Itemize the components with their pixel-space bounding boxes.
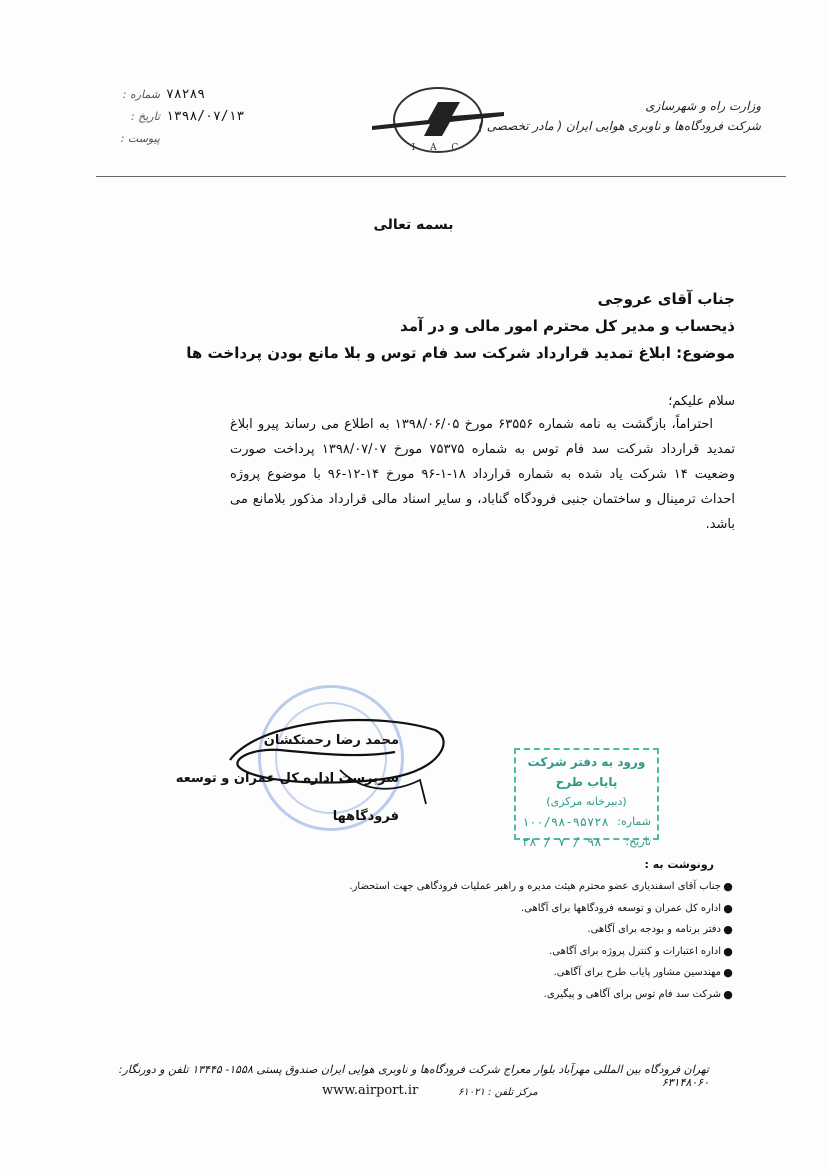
list-item bbox=[315, 898, 735, 920]
recipient: جناب آقای عروجی bbox=[597, 290, 735, 308]
cc-item: مهندسین مشاور پایاب طرح برای آگاهی. bbox=[553, 967, 721, 978]
cc-item: دفتر برنامه و بودجه برای آگاهی. bbox=[587, 924, 721, 935]
greeting: سلام علیکم؛ bbox=[668, 394, 735, 409]
letter-meta bbox=[118, 84, 278, 150]
stamp-number-row bbox=[516, 812, 657, 832]
letter-date: ۱۳۹۸/۰۷/۱۳ bbox=[166, 109, 245, 124]
footer-website[interactable]: www.airport.ir bbox=[322, 1083, 419, 1098]
recipient-position: ذیحساب و مدیر کل محترم امور مالی و در آمد bbox=[400, 317, 735, 335]
signer-title: سرپرست اداره کل عمران و توسعه فرودگاهها bbox=[175, 771, 399, 824]
stamp-number: ۱۰۰/۹۸-۹۵۷۲۸ bbox=[522, 815, 609, 829]
stamp-number-label: شماره: bbox=[617, 815, 651, 828]
bullet-icon: ● bbox=[723, 923, 733, 936]
letter-body: احتراماً، بازگشت به نامه شماره ۶۳۵۵۶ مورخ ۱۳۹۸/۰۶/۰۵ به اطلاع می رساند پیرو ابلاغ تمدید قرارداد شرکت سد فام توس به شماره ۷۵۳۷۵ مورخ ۱۳۹۸/۰۷/۰۷ پرداخت صورت وضعیت ۱۴ شرکت یاد شده به شماره قرارداد ۱۸-۱-۹۶ مورخ ۱۴-۱۲-۹۶ با موضوع پروژه احداث ترمینال و ساختمان جنبی فرودگاه گناباد، و سایر اسناد مالی قرارداد مذکور بلامانع می باشد. bbox=[230, 417, 735, 532]
ministry-name: وزارت راه و شهرسازی bbox=[645, 99, 761, 113]
footer-address: تهران فرودگاه بین المللی مهرآباد بلوار معراج شرکت فرودگاه‌ها و ناوبری هوایی ایران صندوق پستی ۱۵۵۸- ۱۳۴۴۵ تلفن و دورنگار: ۶۳۱۴۸۰۶۰ bbox=[118, 1063, 709, 1089]
bullet-icon: ● bbox=[723, 901, 733, 915]
cc-title: رونوشت به : bbox=[644, 858, 714, 871]
bullet-icon: ● bbox=[723, 966, 733, 979]
stamp-date-row bbox=[516, 832, 657, 852]
list-item bbox=[315, 919, 735, 941]
attachment-row bbox=[118, 128, 278, 150]
stamp-date: ۹۸ / ۷ / ۲۸ bbox=[522, 835, 602, 849]
cc-item: اداره اعتبارات و کنترل پروژه برای آگاهی. bbox=[549, 945, 721, 957]
company-name: شرکت فرودگاه‌ها و ناوبری هوایی ایران ( مادر تخصصی ) bbox=[478, 119, 761, 133]
footer-call-center: مرکز تلفن : ۶۱۰۲۱ bbox=[458, 1087, 538, 1098]
bullet-icon: ● bbox=[723, 880, 733, 893]
signer-name: محمد رضا رحمتکشان bbox=[263, 733, 399, 748]
header-divider bbox=[96, 176, 786, 177]
cc-list bbox=[315, 876, 735, 1005]
number-label: شماره : bbox=[122, 88, 160, 101]
bullet-icon: ● bbox=[723, 944, 733, 958]
cc-item: شرکت سد فام توس برای آگاهی و پیگیری. bbox=[543, 988, 721, 1000]
stamp-line2: (دبیرخانه مرکزی) bbox=[546, 795, 627, 808]
address-block bbox=[175, 286, 735, 367]
receipt-stamp bbox=[514, 748, 659, 849]
bismillah: بسمه تعالی bbox=[373, 217, 454, 233]
bullet-icon: ● bbox=[723, 987, 733, 1001]
letter-number: ۷۸۲۸۹ bbox=[166, 87, 206, 102]
list-item bbox=[315, 941, 735, 963]
cc-item: جناب آقای اسفندیاری عضو محترم هیئت مدیره و راهبر عملیات فرودگاهی جهت استحضار. bbox=[349, 881, 721, 892]
stamp-line1: ورود به دفتر شرکت پایاب طرح bbox=[527, 755, 646, 789]
date-row bbox=[118, 106, 278, 128]
cc-item: اداره کل عمران و توسعه فرودگاهها برای آگاهی. bbox=[521, 902, 721, 914]
subject: موضوع: ابلاغ تمدید قرارداد شرکت سد فام توس و بلا مانع بودن پرداخت ها bbox=[186, 344, 735, 362]
logo-text: I A C bbox=[411, 143, 465, 153]
attachment-label: پیوست : bbox=[120, 132, 160, 145]
list-item bbox=[315, 984, 735, 1006]
list-item bbox=[315, 962, 735, 984]
date-label: تاریخ : bbox=[130, 110, 160, 123]
number-row bbox=[118, 84, 278, 106]
organization-header bbox=[461, 96, 761, 136]
signer-block bbox=[169, 722, 399, 836]
list-item bbox=[315, 876, 735, 898]
stamp-date-label: تاریخ: bbox=[625, 835, 651, 848]
